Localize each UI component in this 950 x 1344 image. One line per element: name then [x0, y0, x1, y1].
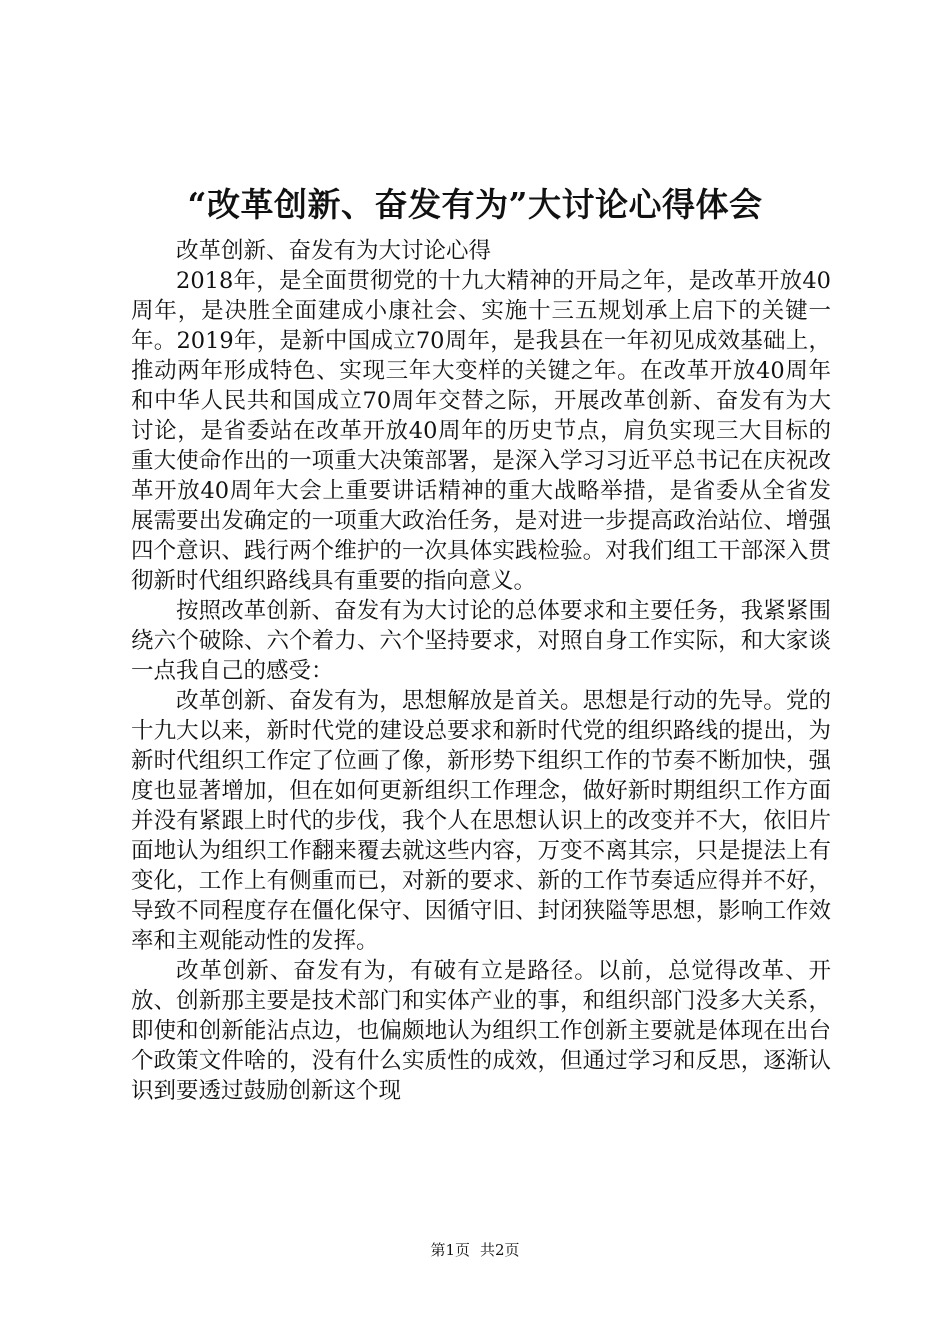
- paragraph-3: 改革创新、奋发有为，思想解放是首关。思想是行动的先导。党的十九大以来，新时代党的建设总要求和新时代党的组织路线的提出，为新时代组织工作定了位画了像，新形势下组织工作的节奏不断加快，强度也显著增加，但在如何更新组织工作理念，做好新时期组织工作方面并没有紧跟上时代的步伐，我个人在思想认识上的改变并不大，依旧片面地认为组织工作翻来覆去就这些内容，万变不离其宗，只是提法上有变化，工作上有侧重而已，对新的要求、新的工作节奏适应得并不好，导致不同程度存在僵化保守、因循守旧、封闭狭隘等思想，影响工作效率和主观能动性的发挥。: [131, 688, 831, 954]
- page-number: 第1页: [430, 1241, 470, 1259]
- paragraph-1: 2018年，是全面贯彻党的十九大精神的开局之年，是改革开放40周年，是决胜全面建成小康社会、实施十三五规划承上启下的关键一年。2019年，是新中国成立70周年，是我县在一年初见成效基础上，推动两年形成特色、实现三年大变样的关键之年。在改革开放40周年和中华人民共和国成立70周年交替之际，开展改革创新、奋发有为大讨论，是省委站在改革开放40周年的历史节点，肩负实现三大目标的重大使命作出的一项重大决策部署，是深入学习习近平总书记在庆祝改革开放40周年大会上重要讲话精神的重大战略举措，是省委从全省发展需要出发确定的一项重大政治任务，是对进一步提高政治站位、增强四个意识、践行两个维护的一次具体实践检验。对我们组工干部深入贯彻新时代组织路线具有重要的指向意义。: [131, 268, 831, 594]
- paragraph-2: 按照改革创新、奋发有为大讨论的总体要求和主要任务，我紧紧围绕六个破除、六个着力、六个坚持要求，对照自身工作实际，和大家谈一点我自己的感受：: [131, 598, 831, 684]
- page-footer: [0, 1240, 950, 1260]
- document-body: [131, 236, 831, 1106]
- document-title: “改革创新、奋发有为”大讨论心得体会: [187, 185, 763, 224]
- paragraph-subtitle: 改革创新、奋发有为大讨论心得: [176, 238, 492, 264]
- page-total: 共2页: [480, 1241, 520, 1259]
- paragraph-4: 改革创新、奋发有为，有破有立是路径。以前，总觉得改革、开放、创新那主要是技术部门和实体产业的事，和组织部门没多大关系，即使和创新能沾点边，也偏颇地认为组织工作创新主要就是体现在出台个政策文件啥的，没有什么实质性的成效，但通过学习和反思，逐渐认识到要透过鼓励创新这个现: [131, 958, 831, 1104]
